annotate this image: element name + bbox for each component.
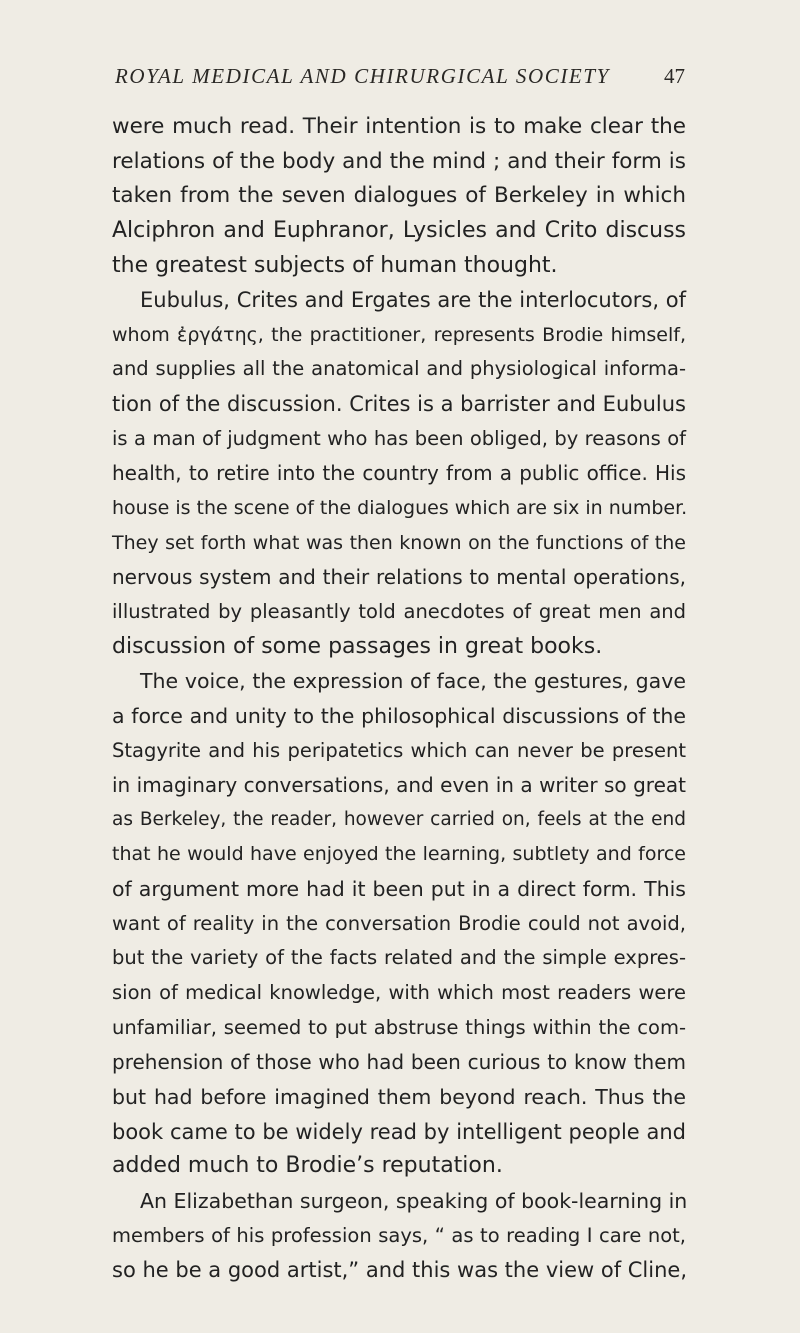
text-line: that he would have enjoyed the learning, subtlety and force xyxy=(112,843,686,866)
text-line: house is the scene of the dialogues which are six in number. xyxy=(112,497,688,520)
text-line: They set forth what was then known on the functions of the xyxy=(112,531,686,554)
text-line: book came to be widely read by intelligent people and xyxy=(112,1119,686,1144)
text-line: of argument more had it been put in a direct form. This xyxy=(112,877,686,902)
text-line: in imaginary conversations, and even in a writer so great xyxy=(112,773,686,798)
page-number: 47 xyxy=(664,64,685,88)
text-line: The voice, the expression of face, the gestures, gave xyxy=(140,669,686,694)
text-line: nervous system and their relations to mental operations, xyxy=(112,565,686,590)
text-line: but the variety of the facts related and the simple expres- xyxy=(112,946,686,970)
running-title: ROYAL MEDICAL AND CHIRURGICAL SOCIETY xyxy=(115,64,610,88)
text-line: were much read. Their intention is to make clear the xyxy=(112,114,686,139)
text-line: members of his profession says, “ as to reading I care not, xyxy=(112,1223,686,1247)
text-line: added much to Brodie’s reputation. xyxy=(112,1153,503,1179)
text-line: is a man of judgment who has been obliged, by reasons of xyxy=(112,426,686,450)
text-line: unfamiliar, seemed to put abstruse things within the com- xyxy=(112,1015,686,1039)
running-head xyxy=(115,64,685,100)
text-line: prehension of those who had been curious to know them xyxy=(112,1050,686,1075)
text-line: illustrated by pleasantly told anecdotes of great men and xyxy=(112,599,686,623)
body-text xyxy=(112,110,686,1288)
text-line: and supplies all the anatomical and physiological informa- xyxy=(112,357,686,381)
text-line: want of reality in the conversation Brodie could not avoid, xyxy=(112,911,686,935)
text-line: whom ἐργάτης, the practitioner, represents Brodie himself, xyxy=(112,323,686,346)
text-line: health, to retire into the country from a public office. His xyxy=(112,461,686,486)
text-line: discussion of some passages in great books. xyxy=(112,633,603,659)
text-line: tion of the discussion. Crites is a barrister and Eubulus xyxy=(112,392,686,417)
text-line: sion of medical knowledge, with which most readers were xyxy=(112,981,686,1005)
text-line: Stagyrite and his peripatetics which can never be present xyxy=(112,738,686,762)
text-line: An Elizabethan surgeon, speaking of book-learning in xyxy=(140,1188,688,1213)
text-line: as Berkeley, the reader, however carried on, feels at the end xyxy=(112,808,686,830)
text-line: Eubulus, Crites and Ergates are the interlocutors, of xyxy=(140,288,686,313)
text-line: Alciphron and Euphranor, Lysicles and Crito discuss xyxy=(112,217,686,243)
text-line: but had before imagined them beyond reach. Thus the xyxy=(112,1084,686,1109)
text-line: taken from the seven dialogues of Berkeley in which xyxy=(112,183,686,209)
text-line: so he be a good artist,” and this was the view of Cline, xyxy=(112,1258,688,1283)
text-line: a force and unity to the philosophical discussions of the xyxy=(112,703,686,728)
text-line: the greatest subjects of human thought. xyxy=(112,252,558,278)
text-line: relations of the body and the mind ; and their form is xyxy=(112,148,686,174)
